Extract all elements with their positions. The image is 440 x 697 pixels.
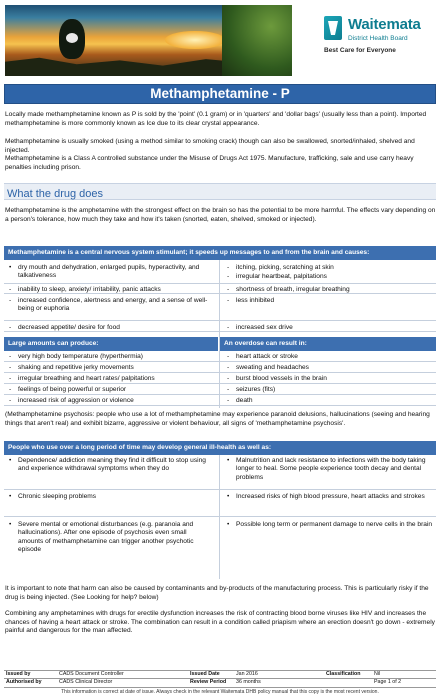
- list-item: - sweating and headaches: [227, 364, 309, 371]
- intro-paragraph-3: Methamphetamine is a Class A controlled substance under the Misuse of Drugs Act 1975. Manufacture, trafficking, sale and use carry heavy penalties including prison.: [5, 155, 414, 171]
- waitemata-logo: [320, 14, 438, 62]
- list-item: - itching, picking, scratching at skin: [227, 264, 334, 271]
- list-item: • Severe mental or emotional disturbances (e.g. paranoia and hallucinations). After one episode of psychosis even small amounts of methamphetamine can trigger another psychotic episode: [9, 521, 194, 554]
- list-item: - heart attack or stroke: [227, 353, 298, 360]
- intro-paragraph-2: Methamphetamine is usually smoked (using a method similar to smoking crack) though can also be swallowed, snorted/inhaled, shelved and injected.: [5, 138, 415, 154]
- section-intro-text: Methamphetamine is the amphetamine with the strongest effect on the brain so has the potential to be more harmful. The effects vary depending on a person's tolerance, how much they take and how it's taken (snorted, eaten, shelved, smoked or injected).: [5, 207, 436, 223]
- list-item: - burst blood vessels in the brain: [227, 375, 327, 382]
- logo-mark-icon: [324, 16, 342, 40]
- long-term-header: People who use over a long period of time may develop general ill-health as well as:: [4, 441, 436, 455]
- header-banner-image: [5, 5, 292, 76]
- list-item: - irregular heartbeat, palpitations: [227, 273, 327, 280]
- logo-subtitle: District Health Board: [348, 35, 408, 42]
- list-item: • Chronic sleeping problems: [9, 493, 97, 500]
- footer-label: Classification: [326, 671, 361, 677]
- footer-note: This information is correct at date of issue. Always check in the relevant Waitemata DHB policy manual that this copy is the most recent version.: [61, 689, 379, 695]
- effects-table-header: Methamphetamine is a central nervous system stimulant; it speeds up messages to and from the brain and causes:: [4, 246, 436, 260]
- list-item: • Possible long term or permanent damage to nerve cells in the brain: [227, 521, 433, 528]
- large-amounts-header: Large amounts can produce:: [4, 337, 218, 351]
- overdose-table: [4, 351, 436, 408]
- list-item: - very high body temperature (hyperthermia): [9, 353, 143, 360]
- list-item: - seizures (fits): [227, 386, 276, 393]
- list-item: - increased confidence, alertness and energy, and a sense of well-being or euphoria: [9, 297, 208, 313]
- footer-value: Jan 2016: [236, 671, 258, 677]
- list-item: - feelings of being powerful or superior: [9, 386, 127, 393]
- tui-bird-image: [59, 19, 85, 59]
- footer-value: CADS Document Controller: [59, 671, 124, 677]
- page-title: Methamphetamine - P: [150, 86, 290, 101]
- section-heading: What the drug does: [7, 188, 104, 200]
- title-bar: [4, 84, 436, 104]
- list-item: - death: [227, 397, 253, 404]
- list-item: - inability to sleep, anxiety/ irritability, panic attacks: [9, 286, 161, 293]
- list-item: - decreased appetite/ desire for food: [9, 324, 120, 331]
- page-header: [0, 0, 440, 82]
- effects-table: [4, 246, 436, 363]
- list-item: - shaking and repetitive jerky movements: [9, 364, 134, 371]
- list-item: • Increased risks of high blood pressure, heart attacks and strokes: [227, 493, 425, 500]
- list-item: - less inhibited: [227, 297, 275, 304]
- long-term-table: [4, 441, 436, 579]
- list-item: • dry mouth and dehydration, enlarged pupils, hyperactivity, and talkativeness: [9, 264, 200, 280]
- footer-value: Nil: [374, 671, 381, 677]
- overdose-header: An overdose can result in:: [220, 337, 436, 351]
- logo-tagline: Best Care for Everyone: [324, 47, 396, 54]
- list-item: - increased risk of aggression or violence: [9, 397, 134, 404]
- list-item: - irregular breathing and heart rates/ palpitations: [9, 375, 155, 382]
- intro-paragraph-1: Locally made methamphetamine known as P is sold by the 'point' (0.1 gram) or in 'quarters' and 'dollar bags' (usually less than a point). Imported methamphetamine is more commonly known as Ice due to its clear crystal appearance.: [5, 111, 427, 127]
- list-item: • Dependence/ addiction meaning they find it difficult to stop using and experience withdrawal symptoms when they do: [9, 457, 206, 473]
- footer-label: Issued Date: [190, 671, 220, 677]
- logo-name: Waitemata: [348, 16, 421, 33]
- list-item: - increased sex drive: [227, 324, 293, 331]
- footer-label: Authorised by: [6, 679, 42, 685]
- list-item: • Malnutrition and lack resistance to infections with the body taking longer to heal. Some people experience tooth decay and dental problems: [227, 457, 426, 481]
- page-number: Page 1 of 2: [374, 679, 402, 685]
- footer-value: 36 months: [236, 679, 261, 685]
- list-item: - shortness of breath, irregular breathing: [227, 286, 350, 293]
- section-heading-bar: [4, 183, 436, 200]
- document-footer: [4, 670, 436, 688]
- closing-paragraph-1: It is important to note that harm can also be caused by contaminants and by-products of the manufacturing process. This is particularly risky if the drug is being injected. (See Looking for help? below): [5, 585, 429, 601]
- footer-label: Issued by: [6, 671, 31, 677]
- footer-value: CADS Clinical Director: [59, 679, 113, 685]
- closing-paragraph-2: Combining any amphetamines with drugs for erectile dysfunction increases the risk of contracting blood borne viruses like HIV and increases the chances of having a heart attack or stroke. The combination can result in a condition called priapism where an erection doesn't go down - extremely painful and dangerous for the man affected.: [5, 610, 435, 635]
- footer-label: Review Period: [190, 679, 227, 685]
- psychosis-note: (Methamphetamine psychosis: people who use a lot of methamphetamine may experience paranoid delusions, hallucinations (seeing and hearing things that aren't real) and exhibit bizarre, aggressive or violent behaviour, all signs of 'methamphetamine psychosis'.: [5, 411, 430, 427]
